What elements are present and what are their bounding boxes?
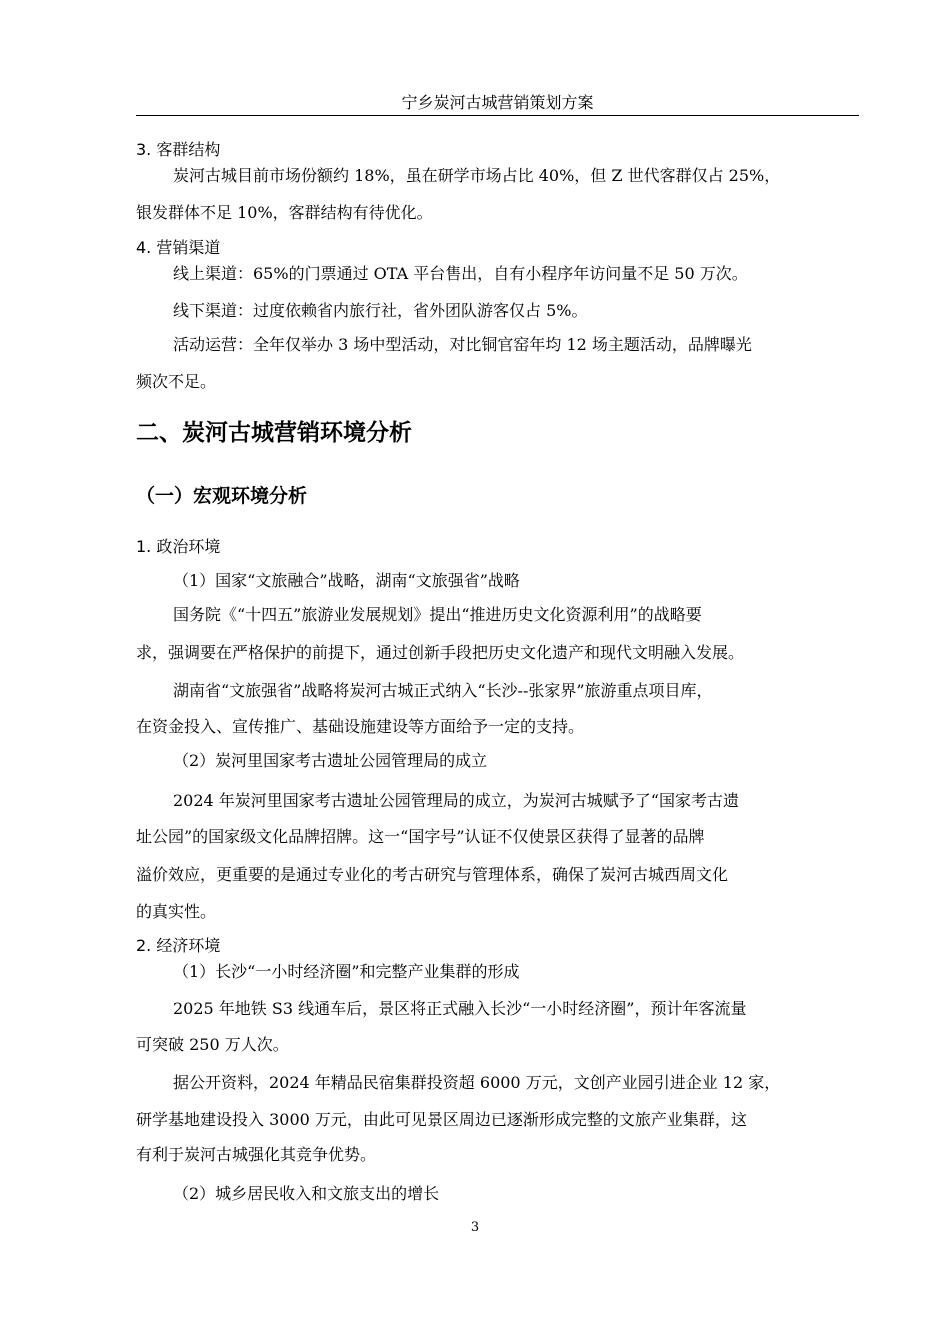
paragraph-line: 湖南省“文旅强省”战略将炭河古城正式纳入“长沙--张家界”旅游重点项目库，: [173, 681, 713, 700]
subsection-heading-economic: 2. 经济环境: [136, 936, 221, 955]
section-heading-marketing-channels: 4. 营销渠道: [136, 238, 221, 257]
paragraph-line: 研学基地建设投入 3000 万元，由此可见景区周边已逐渐形成完整的文旅产业集群，这: [136, 1110, 747, 1129]
paragraph-line: 据公开资料，2024 年精品民宿集群投资超 6000 万元，文创产业园引进企业 12 家，: [173, 1073, 781, 1092]
sub-item-heading: （1）国家“文旅融合”战略，湖南“文旅强省”战略: [173, 571, 520, 590]
header-divider: [136, 115, 859, 116]
paragraph-line: 2025 年地铁 S3 线通车后，景区将正式融入长沙“一小时经济圈”，预计年客流量: [173, 999, 747, 1018]
sub-item-heading: （2）城乡居民收入和文旅支出的增长: [173, 1184, 440, 1203]
paragraph-line: 银发群体不足 10%，客群结构有待优化。: [136, 203, 433, 222]
paragraph-line: 可突破 250 万人次。: [136, 1035, 289, 1054]
paragraph-line: 国务院《“十四五”旅游业发展规划》提出“推进历史文化资源利用”的战略要: [173, 605, 702, 624]
sub-item-heading: （1）长沙“一小时经济圈”和完整产业集群的形成: [173, 962, 520, 981]
paragraph-line: 在资金投入、宣传推广、基础设施建设等方面给予一定的支持。: [136, 717, 585, 736]
subsection-heading-political: 1. 政治环境: [136, 537, 221, 556]
paragraph-line: 溢价效应，更重要的是通过专业化的考古研究与管理体系，确保了炭河古城西周文化: [136, 865, 729, 884]
page-number: 3: [470, 1220, 480, 1235]
paragraph-line: 有利于炭河古城强化其竞争优势。: [136, 1145, 377, 1164]
chapter-title: 二、炭河古城营销环境分析: [136, 420, 412, 446]
paragraph-line: 址公园”的国家级文化品牌招牌。这一“国字号”认证不仅使景区获得了显著的品牌: [136, 827, 705, 846]
paragraph-line: 线上渠道：65%的门票通过 OTA 平台售出，自有小程序年访问量不足 50 万次。: [173, 264, 748, 283]
paragraph-line: 炭河古城目前市场份额约 18%，虽在研学市场占比 40%，但 Z 世代客群仅占 25%，: [173, 166, 781, 185]
section-heading-customer-structure: 3. 客群结构: [136, 140, 221, 159]
section-title: （一）宏观环境分析: [136, 485, 308, 507]
page-header: 宁乡炭河古城营销策划方案: [401, 93, 594, 112]
paragraph-line: 的真实性。: [136, 902, 217, 921]
paragraph-line: 频次不足。: [136, 372, 217, 391]
sub-item-heading: （2）炭河里国家考古遗址公园管理局的成立: [173, 751, 488, 770]
paragraph-line: 活动运营：全年仅举办 3 场中型活动，对比铜官窑年均 12 场主题活动，品牌曝光: [173, 335, 752, 354]
paragraph-line: 线下渠道：过度依赖省内旅行社，省外团队游客仅占 5%。: [173, 301, 588, 320]
paragraph-line: 2024 年炭河里国家考古遗址公园管理局的成立，为炭河古城赋予了“国家考古遗: [173, 791, 739, 810]
paragraph-line: 求，强调要在严格保护的前提下，通过创新手段把历史文化遗产和现代文明融入发展。: [136, 643, 745, 662]
